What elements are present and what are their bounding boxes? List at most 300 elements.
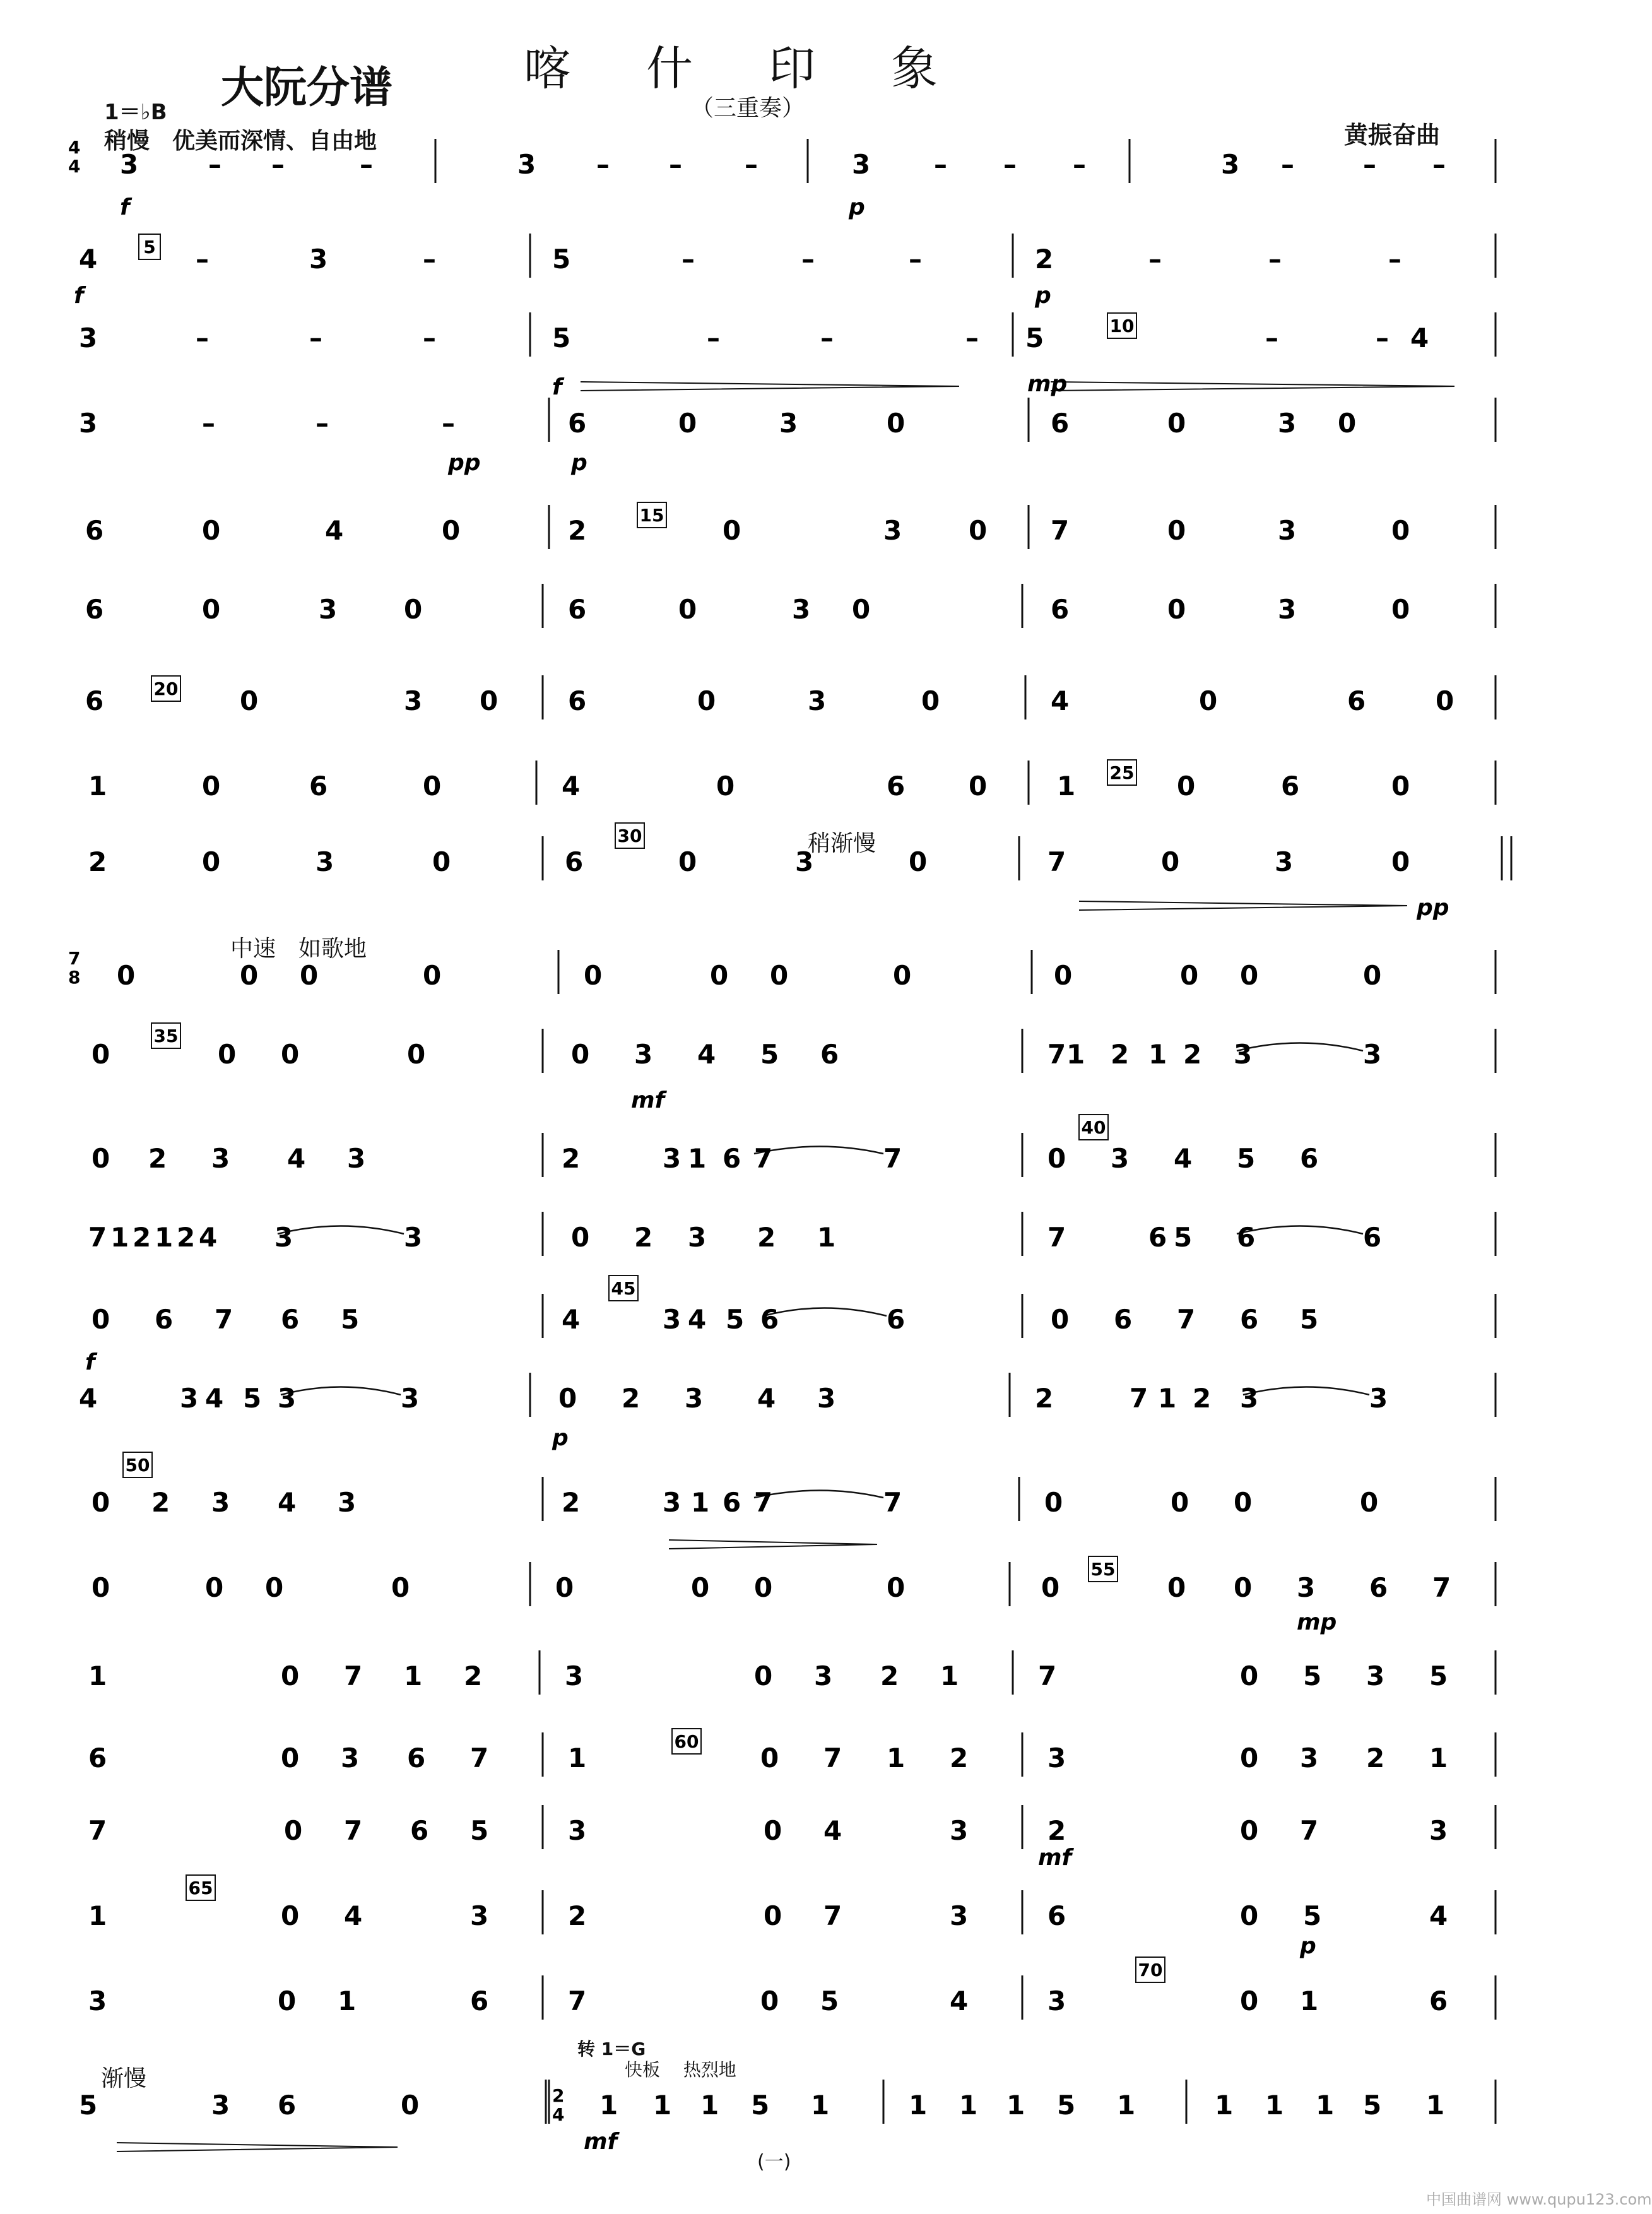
staff-row	[88, 1890, 1496, 1934]
page-number: (一)	[757, 2151, 791, 2173]
note: 4	[287, 1143, 306, 1174]
note: –	[965, 323, 979, 353]
note: 0	[1240, 960, 1259, 991]
note: 0	[1041, 1572, 1060, 1603]
note: –	[202, 408, 215, 439]
note: 3	[1300, 1743, 1319, 1773]
dynamic-mark: p	[849, 194, 865, 220]
note: 0	[1391, 594, 1410, 625]
note: 2	[1047, 1815, 1066, 1846]
note: 5	[1363, 2090, 1382, 2121]
note: 3	[338, 1487, 357, 1518]
note: 0	[571, 1222, 590, 1253]
note: 7	[1432, 1572, 1451, 1603]
rehearsal-number: 70	[1138, 1960, 1163, 1980]
note: 6	[1369, 1572, 1388, 1603]
tempo-rit: 稍渐慢	[808, 831, 876, 856]
note: 6	[568, 594, 587, 625]
note: 0	[716, 771, 735, 802]
note: 5	[1429, 1660, 1448, 1691]
tie	[1237, 1226, 1363, 1234]
note: 0	[921, 685, 940, 716]
key-signature: 1＝♭B	[104, 100, 167, 125]
note: 1	[1117, 2090, 1136, 2121]
note: 0	[91, 1572, 110, 1603]
note: 5	[552, 323, 571, 353]
marks	[74, 194, 1511, 2155]
time-sig-top: 4	[68, 137, 81, 158]
note: –	[707, 323, 720, 353]
note: 7	[823, 1743, 842, 1773]
note: –	[1003, 149, 1017, 180]
note: 0	[1240, 1900, 1259, 1931]
note: 1	[1300, 1986, 1319, 2016]
note: 4	[79, 244, 98, 275]
time-sig-bottom: 8	[68, 967, 81, 988]
note: 5	[470, 1815, 489, 1846]
note: 3	[792, 594, 811, 625]
rehearsal-number: 25	[1109, 762, 1135, 783]
note: 3	[565, 1660, 584, 1691]
note: –	[316, 408, 329, 439]
note: 7	[883, 1143, 902, 1174]
staff-row	[68, 948, 1496, 994]
note: 0	[1047, 1143, 1066, 1174]
note: 0	[754, 1572, 773, 1603]
note: 0	[202, 771, 221, 802]
note: 0	[1234, 1487, 1253, 1518]
rehearsal-number: 55	[1090, 1559, 1116, 1580]
note: 0	[284, 1815, 303, 1846]
note: 0	[1391, 846, 1410, 877]
time-sig-top: 7	[68, 948, 81, 969]
staff-row	[88, 1975, 1496, 2020]
note: 0	[678, 846, 697, 877]
note: 1	[599, 2090, 618, 2121]
note: 3	[688, 1222, 707, 1253]
note: 7	[1047, 846, 1066, 877]
hairpins	[117, 382, 1454, 2152]
note: 1	[1215, 2090, 1234, 2121]
note: 1	[404, 1660, 423, 1691]
note: 0	[1338, 408, 1357, 439]
staff-row	[79, 2080, 1496, 2124]
note: 0	[1360, 1487, 1379, 1518]
note: 1	[1066, 1039, 1085, 1070]
note: 6	[1347, 685, 1366, 716]
note: 0	[1391, 771, 1410, 802]
note: 1	[887, 1743, 906, 1773]
note: 2	[622, 1383, 640, 1414]
note: 1	[155, 1222, 174, 1253]
note: 1	[959, 2090, 978, 2121]
staff-row	[85, 584, 1496, 628]
dynamic-mark: p	[571, 450, 587, 476]
note: 3	[883, 515, 902, 546]
note: 6	[85, 685, 104, 716]
note: 6	[1114, 1304, 1133, 1335]
rehearsal-number: 50	[125, 1455, 150, 1476]
note: 5	[79, 2090, 98, 2121]
note: 6	[565, 846, 584, 877]
note: 4	[823, 1815, 842, 1846]
note: 3	[1221, 149, 1240, 180]
note: 3	[1366, 1660, 1385, 1691]
note: –	[196, 244, 209, 275]
note: 0	[1054, 960, 1073, 991]
note: 5	[243, 1383, 262, 1414]
rehearsal-number: 65	[188, 1878, 213, 1898]
staff-row	[79, 234, 1496, 278]
rehearsal-mark	[151, 676, 180, 701]
part-name: 大阮分谱	[221, 63, 393, 113]
note: 3	[1278, 594, 1297, 625]
note: 7	[1047, 1222, 1066, 1253]
note: 3	[404, 1222, 423, 1253]
tie	[1243, 1387, 1369, 1395]
hairpin-decresc	[1079, 901, 1407, 910]
note: 6	[410, 1815, 429, 1846]
note: 3	[1240, 1383, 1259, 1414]
note: 0	[754, 1660, 773, 1691]
note: 0	[401, 2090, 420, 2121]
note: 6	[760, 1304, 779, 1335]
note: 5	[552, 244, 571, 275]
note: 2	[634, 1222, 653, 1253]
note: 1	[688, 1143, 707, 1174]
note: 0	[1240, 1743, 1259, 1773]
hairpin-decresc	[1051, 382, 1454, 391]
note: 1	[88, 1660, 107, 1691]
dynamic-mark: f	[120, 194, 130, 220]
note: 6	[1300, 1143, 1319, 1174]
note: 3	[808, 685, 827, 716]
note: 6	[1240, 1304, 1259, 1335]
note: 3	[347, 1143, 366, 1174]
note: 0	[1234, 1572, 1253, 1603]
note: –	[934, 149, 947, 180]
note: 0	[432, 846, 451, 877]
note: –	[909, 244, 922, 275]
note: 0	[1363, 960, 1382, 991]
note: 0	[300, 960, 319, 991]
rehearsal-mark	[1136, 1957, 1165, 1982]
rehearsal-mark	[615, 823, 644, 848]
note: 1	[338, 1986, 357, 2016]
note: 0	[404, 594, 423, 625]
note: 2	[950, 1743, 969, 1773]
note: 0	[1199, 685, 1218, 716]
rehearsal-number: 20	[153, 678, 179, 699]
note: 0	[423, 960, 442, 991]
note: 3	[470, 1900, 489, 1931]
piece-title: 喀什印象	[524, 42, 1013, 96]
time-sig-bottom: 4	[68, 156, 81, 177]
rehearsal-mark	[139, 234, 160, 259]
hairpin-decresc	[581, 382, 959, 391]
note: 1	[1265, 2090, 1284, 2121]
note: 0	[852, 594, 871, 625]
staff-row	[88, 1650, 1496, 1695]
note: –	[1148, 244, 1162, 275]
note: 2	[568, 515, 587, 546]
note: 7	[1130, 1383, 1148, 1414]
rehearsal-mark	[151, 1023, 180, 1048]
note: 7	[1177, 1304, 1196, 1335]
staff-row	[91, 1477, 1496, 1521]
note: 0	[202, 594, 221, 625]
note: 5	[1025, 323, 1044, 353]
note: 3	[1297, 1572, 1316, 1603]
note: –	[745, 149, 758, 180]
note: 0	[281, 1900, 300, 1931]
note: 1	[1057, 771, 1076, 802]
note: 4	[1051, 685, 1070, 716]
note: 1	[1148, 1039, 1167, 1070]
note: 0	[1391, 515, 1410, 546]
note: 0	[770, 960, 789, 991]
tempo-marking: 稍慢 优美而深情、自由地	[104, 128, 377, 154]
note: 6	[309, 771, 328, 802]
note: 7	[883, 1487, 902, 1518]
note: 0	[710, 960, 729, 991]
hairpin-decresc	[117, 2143, 398, 2152]
note: 0	[281, 1039, 300, 1070]
note: 0	[117, 960, 136, 991]
note: 7	[1038, 1660, 1057, 1691]
note: –	[669, 149, 682, 180]
note: 0	[887, 1572, 906, 1603]
note: 3	[950, 1815, 969, 1846]
note: –	[1376, 323, 1389, 353]
hairpin-decresc	[669, 1540, 877, 1549]
staff-row	[85, 675, 1496, 719]
tie	[754, 1147, 883, 1154]
note: 2	[133, 1222, 151, 1253]
note: 0	[218, 1039, 237, 1070]
notation-rows	[68, 137, 1502, 2124]
note: 0	[723, 515, 741, 546]
note: 1	[1316, 2090, 1335, 2121]
note: 0	[571, 1039, 590, 1070]
note: 0	[691, 1572, 710, 1603]
note: 3	[316, 846, 334, 877]
note: 1	[1429, 1743, 1448, 1773]
note: 2	[1035, 244, 1054, 275]
rehearsal-number: 60	[674, 1731, 699, 1752]
tie	[754, 1491, 883, 1498]
note: 3	[120, 149, 139, 180]
dynamic-mark: p	[552, 1425, 569, 1451]
note: 0	[909, 846, 928, 877]
note: 0	[555, 1572, 574, 1603]
note: –	[1432, 149, 1446, 180]
note: 2	[1193, 1383, 1212, 1414]
rehearsal-number: 45	[611, 1278, 636, 1299]
staff-row	[91, 1562, 1496, 1606]
note: 0	[558, 1383, 577, 1414]
note: –	[1281, 149, 1294, 180]
note: 0	[202, 515, 221, 546]
note: 0	[240, 960, 259, 991]
watermark: 中国曲谱网 www.qupu123.com	[1426, 2191, 1652, 2208]
rehearsal-mark	[1079, 1115, 1108, 1140]
note: 0	[480, 685, 499, 716]
note: 3	[852, 149, 871, 180]
note: 0	[442, 515, 461, 546]
note: 0	[1051, 1304, 1070, 1335]
dynamic-mark: mf	[584, 2129, 618, 2155]
rehearsal-number: 15	[639, 505, 664, 526]
note: 0	[205, 1572, 224, 1603]
note: 0	[265, 1572, 284, 1603]
note: 5	[1174, 1222, 1193, 1253]
note: 1	[700, 2090, 719, 2121]
note: 3	[1047, 1743, 1066, 1773]
tie	[1237, 1043, 1363, 1051]
note: 0	[91, 1143, 110, 1174]
note: 6	[887, 1304, 906, 1335]
staff-row	[79, 312, 1496, 357]
note: 5	[1303, 1660, 1322, 1691]
note: 1	[110, 1222, 129, 1253]
note: 0	[887, 408, 906, 439]
note: 7	[344, 1660, 363, 1691]
note: 0	[278, 1986, 297, 2016]
note: 7	[88, 1815, 107, 1846]
note: 0	[1161, 846, 1180, 877]
note: 4	[199, 1222, 218, 1253]
note: 3	[634, 1039, 653, 1070]
note: 4	[278, 1487, 297, 1518]
note: 5	[760, 1039, 779, 1070]
note: 0	[1167, 1572, 1186, 1603]
note: –	[442, 408, 455, 439]
note: 0	[760, 1986, 779, 2016]
note: 1	[940, 1660, 959, 1691]
rehearsal-mark	[1107, 313, 1136, 338]
note: 3	[1278, 408, 1297, 439]
note: 3	[319, 594, 338, 625]
note: 7	[1300, 1815, 1319, 1846]
note: 3	[779, 408, 798, 439]
note: 2	[148, 1143, 167, 1174]
note: 3	[1234, 1039, 1253, 1070]
note: 0	[678, 594, 697, 625]
dynamic-mark: mf	[631, 1087, 665, 1113]
note: 3	[404, 685, 423, 716]
note: 7	[1047, 1039, 1066, 1070]
note: 3	[341, 1743, 360, 1773]
rehearsal-number: 30	[617, 826, 642, 846]
note: –	[208, 149, 221, 180]
note: 4	[344, 1900, 363, 1931]
note: 0	[1436, 685, 1454, 716]
note: –	[423, 323, 436, 353]
note: 3	[568, 1815, 587, 1846]
note: –	[271, 149, 285, 180]
note: 1	[653, 2090, 672, 2121]
note: 1	[909, 2090, 928, 2121]
note: 3	[663, 1143, 681, 1174]
tie	[278, 1226, 404, 1234]
note: 4	[1429, 1900, 1448, 1931]
note: 6	[155, 1304, 174, 1335]
note: 0	[202, 846, 221, 877]
note: 6	[85, 594, 104, 625]
note: 7	[215, 1304, 233, 1335]
note: 2	[177, 1222, 196, 1253]
rehearsal-mark	[672, 1729, 701, 1754]
note: 4	[562, 1304, 581, 1335]
composer-credit: 黄振奋曲	[1344, 121, 1441, 149]
time-sig-top: 2	[552, 2085, 565, 2106]
note: –	[309, 323, 322, 353]
rehearsal-number: 5	[143, 237, 156, 258]
staff-row	[91, 1294, 1496, 1338]
note: 7	[754, 1487, 773, 1518]
note: 5	[1300, 1304, 1319, 1335]
dynamic-mark: mf	[1038, 1845, 1072, 1871]
note: 4	[1410, 323, 1429, 353]
note: 2	[464, 1660, 483, 1691]
note: –	[1265, 323, 1278, 353]
note: 3	[1275, 846, 1294, 877]
note: 3	[817, 1383, 836, 1414]
note: 0	[281, 1743, 300, 1773]
note: 1	[811, 2090, 830, 2121]
note: –	[681, 244, 695, 275]
dynamic-mark: pp	[448, 450, 481, 476]
note: 6	[470, 1986, 489, 2016]
note: 7	[344, 1815, 363, 1846]
note: 6	[407, 1743, 426, 1773]
note: 0	[391, 1572, 410, 1603]
staff-row	[88, 1732, 1496, 1777]
note: 1	[568, 1743, 587, 1773]
note: 3	[663, 1304, 681, 1335]
tempo-allegro: 快板 热烈地	[625, 2059, 736, 2080]
note: 3	[685, 1383, 704, 1414]
note: –	[1268, 244, 1282, 275]
note: 3	[211, 1143, 230, 1174]
rehearsal-number: 10	[1109, 316, 1135, 336]
note: 7	[754, 1143, 773, 1174]
note: 3	[1278, 515, 1297, 546]
note: 2	[562, 1487, 581, 1518]
note: 3	[309, 244, 328, 275]
note: 7	[823, 1900, 842, 1931]
rehearsal-mark	[186, 1875, 215, 1900]
tempo-moderato: 中速 如歌地	[230, 936, 367, 962]
note: 2	[880, 1660, 899, 1691]
note: 0	[281, 1660, 300, 1691]
note: 0	[764, 1815, 782, 1846]
note: 3	[1429, 1815, 1448, 1846]
note: 4	[1174, 1143, 1193, 1174]
note: 2	[151, 1487, 170, 1518]
note: 1	[1426, 2090, 1445, 2121]
tie	[764, 1308, 887, 1317]
note: 2	[88, 846, 107, 877]
note: 6	[723, 1143, 741, 1174]
note: –	[423, 244, 436, 275]
note: 5	[341, 1304, 360, 1335]
dynamic-mark: f	[552, 374, 562, 400]
dynamic-mark: mp	[1297, 1609, 1337, 1635]
note: 3	[211, 2090, 230, 2121]
note: 1	[88, 1900, 107, 1931]
